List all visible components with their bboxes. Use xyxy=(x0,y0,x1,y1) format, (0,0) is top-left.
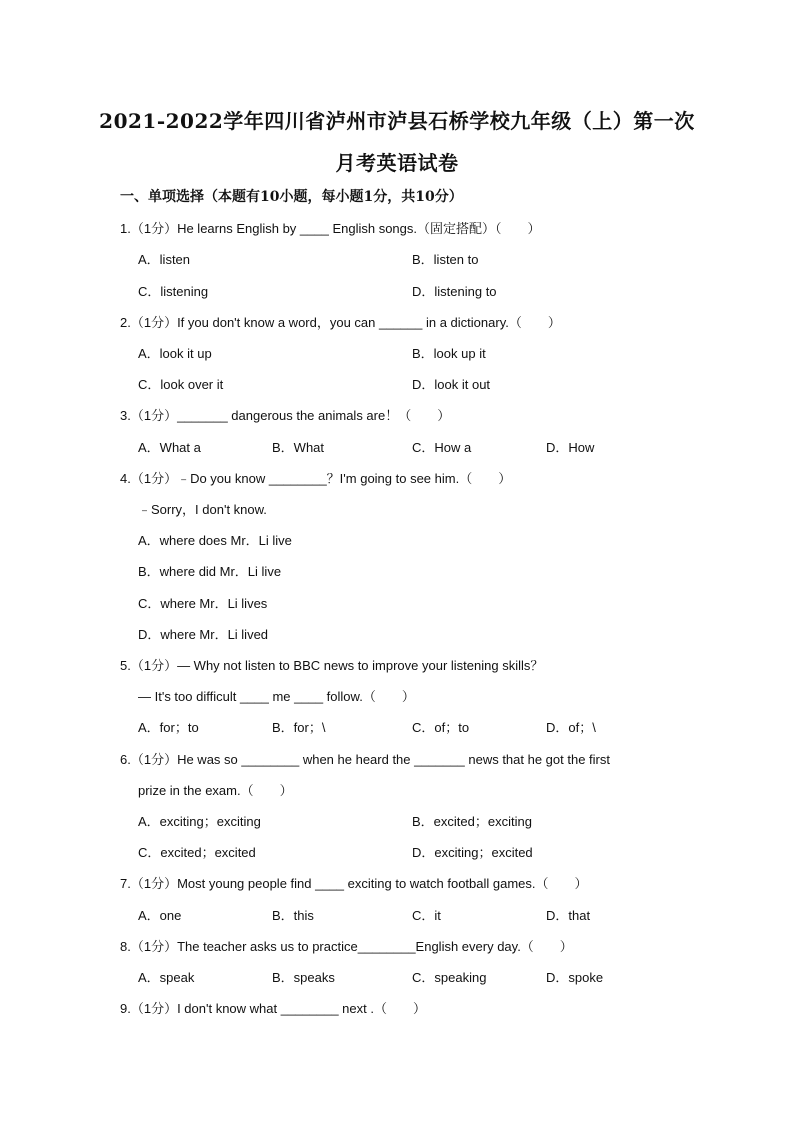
question-1-stem: 1.（1分）He learns English by ____ English songs.（固定搭配）（ ） xyxy=(120,221,541,236)
question-6-stem-continued: prize in the exam.（ ） xyxy=(138,783,293,798)
question-4-option-d: D．where Mr．Li lived xyxy=(138,627,269,642)
question-3-stem: 3.（1分）_______ dangerous the animals are！（ ） xyxy=(120,408,451,423)
question-5-option-b: B．for；\ xyxy=(272,720,326,735)
question-5-option-a: A．for；to xyxy=(138,720,199,735)
question-4-stem: 4.（1分）﹣Do you know ________？I'm going to see him.（ ） xyxy=(120,471,512,486)
question-7-option-c: C．it xyxy=(412,908,441,923)
question-5-option-d: D．of；\ xyxy=(546,720,596,735)
question-6-option-c: C．excited；excited xyxy=(138,845,256,860)
question-4-option-a: A．where does Mr．Li live xyxy=(138,533,292,548)
question-5-stem: 5.（1分）— Why not listen to BBC news to improve your listening skills？ xyxy=(120,658,544,673)
question-2-option-c: C．look over it xyxy=(138,377,224,392)
question-8-option-b: B．speaks xyxy=(272,970,335,985)
question-2-stem: 2.（1分）If you don't know a word，you can ______ in a dictionary.（ ） xyxy=(120,315,561,330)
question-2-option-b: B．look up it xyxy=(412,346,486,361)
question-5-dialogue-reply: — It's too difficult ____ me ____ follow.（ ） xyxy=(138,689,415,704)
question-6-option-d: D．exciting；excited xyxy=(412,845,533,860)
question-5-option-c: C．of；to xyxy=(412,720,470,735)
question-9-stem: 9.（1分）I don't know what ________ next .（ ） xyxy=(120,1001,426,1016)
question-7-option-b: B．this xyxy=(272,908,314,923)
question-8-option-d: D．spoke xyxy=(546,970,604,985)
question-6-option-b: B．excited；exciting xyxy=(412,814,532,829)
section-heading: 一、单项选择（本题有10小题，每小题1分，共10分） xyxy=(120,189,463,205)
question-8-option-c: C．speaking xyxy=(412,970,487,985)
question-3-option-a: A．What a xyxy=(138,440,201,455)
question-1-option-b: B．listen to xyxy=(412,252,479,267)
question-3-option-d: D．How xyxy=(546,440,595,455)
question-3-option-c: C．How a xyxy=(412,440,472,455)
question-4-dialogue-reply: ﹣Sorry，I don't know. xyxy=(138,502,267,517)
question-6-option-a: A．exciting；exciting xyxy=(138,814,261,829)
question-1-option-d: D．listening to xyxy=(412,284,497,299)
question-3-option-b: B．What xyxy=(272,440,325,455)
question-4-option-c: C．where Mr．Li lives xyxy=(138,596,268,611)
question-2-option-a: A．look it up xyxy=(138,346,212,361)
question-1-option-c: C．listening xyxy=(138,284,209,299)
exam-title-line-2: 月考英语试卷 xyxy=(335,151,459,175)
question-6-stem: 6.（1分）He was so ________ when he heard the _______ news that he got the first xyxy=(120,752,610,767)
question-2-option-d: D．look it out xyxy=(412,377,491,392)
question-7-stem: 7.（1分）Most young people find ____ exciting to watch football games.（ ） xyxy=(120,876,588,891)
question-7-option-d: D．that xyxy=(546,908,591,923)
question-8-option-a: A．speak xyxy=(138,970,195,985)
question-1-option-a: A．listen xyxy=(138,252,191,267)
question-4-option-b: B．where did Mr．Li live xyxy=(138,564,282,579)
exam-title-line-1: 2021-2022学年四川省泸州市泸县石桥学校九年级（上）第一次 xyxy=(99,109,695,133)
question-7-option-a: A．one xyxy=(138,908,182,923)
question-8-stem: 8.（1分）The teacher asks us to practice________English every day.（ ） xyxy=(120,939,573,954)
